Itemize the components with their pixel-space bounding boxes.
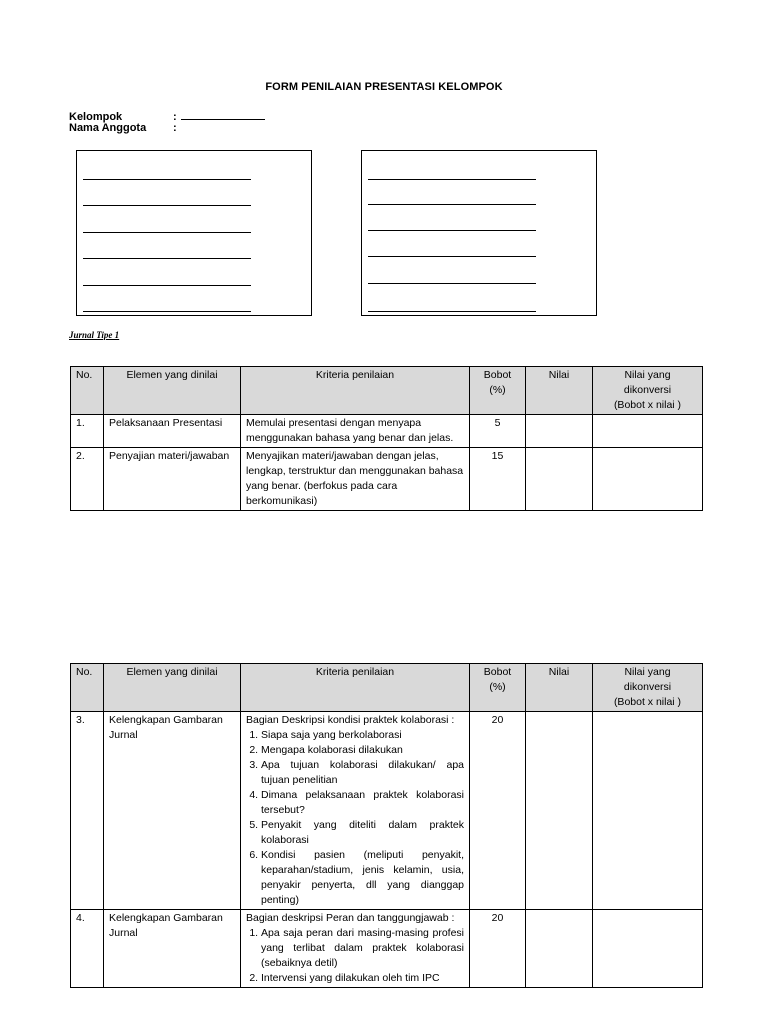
header-bobot bbox=[470, 367, 526, 415]
header-nilai: Nilai bbox=[526, 664, 593, 712]
row-bobot: 15 bbox=[470, 448, 526, 511]
list-item: 1. Apa saja peran dari masing-masing profesi yang terlibat dalam praktek kolaborasi (sebaiknya detil) bbox=[261, 926, 464, 971]
row-konversi-cell[interactable] bbox=[593, 415, 703, 448]
header-konversi-line2: dikonversi bbox=[623, 384, 672, 396]
row-elemen: Pelaksanaan Presentasi bbox=[104, 415, 241, 448]
kriteria-intro: Bagian Deskripsi kondisi praktek kolaborasi : bbox=[246, 714, 455, 726]
table-row bbox=[71, 448, 703, 511]
member-blank-line[interactable] bbox=[83, 232, 251, 233]
kriteria-list bbox=[246, 728, 464, 908]
header-bobot-line2: (%) bbox=[489, 681, 506, 693]
form-title: FORM PENILAIAN PRESENTASI KELOMPOK bbox=[265, 81, 503, 93]
header-bobot bbox=[470, 664, 526, 712]
list-item: 4. Dimana pelaksanaan praktek kolaborasi tersebut? bbox=[261, 788, 464, 818]
row-konversi-cell[interactable] bbox=[593, 712, 703, 910]
list-item: 5. Penyakit yang diteliti dalam praktek kolaborasi bbox=[261, 818, 464, 848]
kelompok-label: Kelompok bbox=[69, 111, 123, 123]
row-konversi-cell[interactable] bbox=[593, 910, 703, 988]
member-blank-line[interactable] bbox=[368, 204, 536, 205]
row-elemen: Penyajian materi/jawaban bbox=[104, 448, 241, 511]
member-blank-line[interactable] bbox=[368, 179, 536, 180]
row-nilai-cell[interactable] bbox=[526, 712, 593, 910]
list-item: 6. Kondisi pasien (meliputi penyakit, keparahan/stadium, jenis kelamin, usia, penyakir penyerta, dll yang dianggap penting) bbox=[261, 848, 464, 908]
header-konversi-line1: Nilai yang bbox=[624, 369, 671, 381]
row-kriteria bbox=[241, 910, 470, 988]
header-no: No. bbox=[71, 664, 104, 712]
header-bobot-line2: (%) bbox=[489, 384, 506, 396]
table-header-row bbox=[71, 664, 703, 712]
row-nilai-cell[interactable] bbox=[526, 910, 593, 988]
row-bobot: 20 bbox=[470, 910, 526, 988]
row-elemen: Kelengkapan Gambaran Jurnal bbox=[104, 712, 241, 910]
table-row bbox=[71, 415, 703, 448]
header-kriteria: Kriteria penilaian bbox=[241, 367, 470, 415]
row-no: 1. bbox=[71, 415, 104, 448]
table-header-row bbox=[71, 367, 703, 415]
row-bobot: 5 bbox=[470, 415, 526, 448]
list-item: 3. Apa tujuan kolaborasi dilakukan/ apa tujuan penelitian bbox=[261, 758, 464, 788]
row-nilai-cell[interactable] bbox=[526, 448, 593, 511]
jurnal-type-label: Jurnal Tipe 1 bbox=[69, 330, 120, 340]
table-row bbox=[71, 910, 703, 988]
assessment-table-2 bbox=[70, 663, 703, 988]
row-bobot: 20 bbox=[470, 712, 526, 910]
member-blank-line[interactable] bbox=[368, 283, 536, 284]
member-box-left bbox=[76, 150, 312, 316]
row-konversi-cell[interactable] bbox=[593, 448, 703, 511]
row-nilai-cell[interactable] bbox=[526, 415, 593, 448]
member-blank-line[interactable] bbox=[368, 256, 536, 257]
kelompok-blank-line[interactable] bbox=[181, 110, 265, 120]
header-elemen: Elemen yang dinilai bbox=[104, 664, 241, 712]
header-elemen: Elemen yang dinilai bbox=[104, 367, 241, 415]
kriteria-intro: Bagian deskripsi Peran dan tanggungjawab : bbox=[246, 912, 455, 924]
list-item: 1. Siapa saja yang berkolaborasi bbox=[261, 728, 464, 743]
member-box-right bbox=[361, 150, 597, 316]
row-kriteria bbox=[241, 712, 470, 910]
nama-anggota-colon: : bbox=[173, 122, 177, 134]
header-kriteria: Kriteria penilaian bbox=[241, 664, 470, 712]
row-kriteria: Memulai presentasi dengan menyapa menggunakan bahasa yang benar dan jelas. bbox=[241, 415, 470, 448]
kriteria-list bbox=[246, 926, 464, 986]
row-kriteria: Menyajikan materi/jawaban dengan jelas, lengkap, terstruktur dan menggunakan bahasa yang benar. (berfokus pada cara berkomunikasi) bbox=[241, 448, 470, 511]
header-no: No. bbox=[71, 367, 104, 415]
header-konversi-line1: Nilai yang bbox=[624, 666, 671, 678]
member-blank-line[interactable] bbox=[83, 205, 251, 206]
nama-anggota-label: Nama Anggota bbox=[69, 122, 147, 134]
row-no: 4. bbox=[71, 910, 104, 988]
member-blank-line[interactable] bbox=[83, 258, 251, 259]
table-row bbox=[71, 712, 703, 910]
kelompok-colon: : bbox=[173, 111, 177, 123]
member-blank-line[interactable] bbox=[83, 285, 251, 286]
row-elemen: Kelengkapan Gambaran Jurnal bbox=[104, 910, 241, 988]
header-nilai: Nilai bbox=[526, 367, 593, 415]
header-konversi bbox=[593, 664, 703, 712]
member-blank-line[interactable] bbox=[368, 311, 536, 312]
list-item: 2. Intervensi yang dilakukan oleh tim IPC bbox=[261, 971, 464, 986]
member-blank-line[interactable] bbox=[83, 179, 251, 180]
header-bobot-line1: Bobot bbox=[483, 369, 512, 381]
row-no: 3. bbox=[71, 712, 104, 910]
header-konversi-line3: (Bobot x nilai ) bbox=[613, 696, 682, 708]
header-konversi-line3: (Bobot x nilai ) bbox=[613, 399, 682, 411]
header-konversi-line2: dikonversi bbox=[623, 681, 672, 693]
member-blank-line[interactable] bbox=[368, 230, 536, 231]
assessment-table-1 bbox=[70, 366, 703, 511]
header-bobot-line1: Bobot bbox=[483, 666, 512, 678]
row-no: 2. bbox=[71, 448, 104, 511]
nama-anggota-row bbox=[69, 122, 181, 134]
header-konversi bbox=[593, 367, 703, 415]
list-item: 2. Mengapa kolaborasi dilakukan bbox=[261, 743, 464, 758]
member-blank-line[interactable] bbox=[83, 311, 251, 312]
